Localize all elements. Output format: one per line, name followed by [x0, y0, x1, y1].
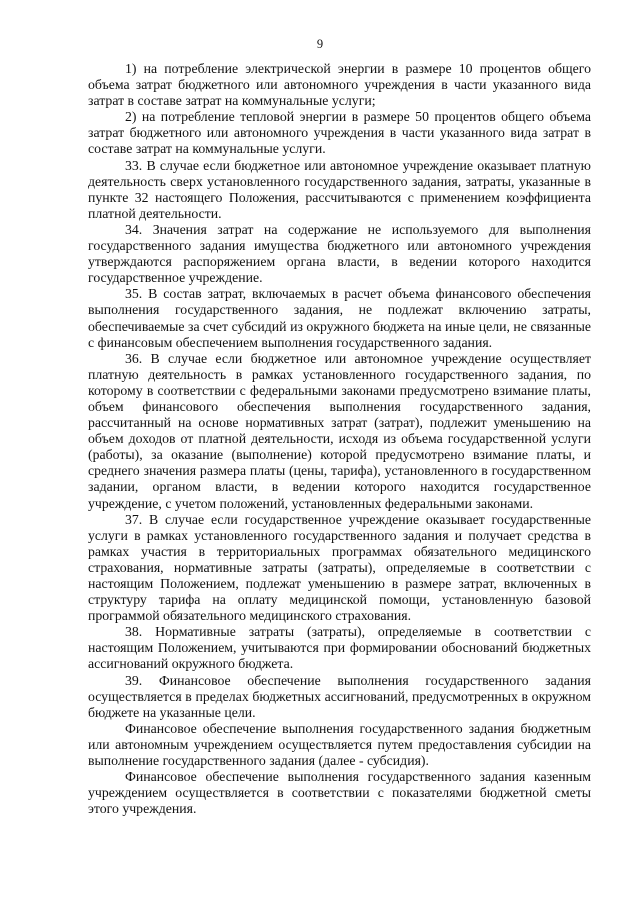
paragraph-subsidy: Финансовое обеспечение выполнения государственного задания бюджетным или автономным учреждением осуществляется путем предоставления субсидии на выполнение государственного задания (далее - субсидия).: [88, 720, 591, 769]
paragraph-heat: 2) на потребление тепловой энергии в размере 50 процентов общего объема затрат бюджетного или автономного учреждения в части указанного вида затрат в составе затрат на коммунальные услуги.: [88, 109, 591, 157]
paragraph-item-38: 38. Нормативные затраты (затраты), определяемые в соответствии с настоящим Положением, учитываются при формировании обоснований бюджетных ассигнований окружного бюджета.: [88, 624, 591, 672]
paragraph-item-39: 39. Финансовое обеспечение выполнения государственного задания осуществляется в пределах бюджетных ассигнований, предусмотренных в окружном бюджете на указанные цели.: [88, 672, 591, 720]
paragraph-item-33: 33. В случае если бюджетное или автономное учреждение оказывает платную деятельность сверх установленного государственного задания, затраты, указанные в пункте 32 настоящего Положения, рассчитываются с применением коэффициента платной деятельности.: [88, 157, 591, 221]
document-body: [88, 61, 591, 817]
page-number: 9: [316, 37, 324, 51]
paragraph-item-35: 35. В состав затрат, включаемых в расчет объема финансового обеспечения выполнения государственного задания, не подлежат включению затраты, обеспечиваемые за счет субсидий из окружного бюджета на иные цели, не связанные с финансовым обеспечением выполнения государственного задания.: [88, 286, 591, 350]
paragraph-item-37: 37. В случае если государственное учреждение оказывает государственные услуги в рамках установленного государственного задания и получает средства в рамках участия в территориальных программах обязательного медицинского страхования, нормативные затраты (затраты), определяемые в соответствии с настоящим Положением, подлежат уменьшению в размере затрат, включенных в структуру тарифа на оплату медицинской помощи, установленную базовой программой обязательного медицинского страхования.: [88, 511, 591, 624]
paragraph-budget-estimate: Финансовое обеспечение выполнения государственного задания казенным учреждением осуществляется в соответствии с показателями бюджетной сметы этого учреждения.: [88, 769, 591, 817]
paragraph-item-36: 36. В случае если бюджетное или автономное учреждение осуществляет платную деятельность в рамках установленного государственного задания, по которому в соответствии с федеральными законами предусмотрено взимание платы, объем финансового обеспечения выполнения государственного задания, рассчитанный на основе нормативных затрат (затрат), подлежит уменьшению на объем доходов от платной деятельности, исходя из объема государственной услуги (работы), за оказание (выполнение) которой предусмотрено взимание платы, и среднего значения размера платы (цены, тарифа), установленного в государственном задании, органом власти, в ведении которого находится государственное учреждение, с учетом положений, установленных федеральными законами.: [88, 350, 591, 511]
paragraph-item-34: 34. Значения затрат на содержание не используемого для выполнения государственного задания имущества бюджетного или автономного учреждения утверждаются распоряжением органа власти, в ведении которого находится государственное учреждение.: [88, 221, 591, 286]
paragraph-electricity: 1) на потребление электрической энергии в размере 10 процентов общего объема затрат бюджетного или автономного учреждения в части указанного вида затрат в составе затрат на коммунальные услуги;: [88, 61, 591, 109]
